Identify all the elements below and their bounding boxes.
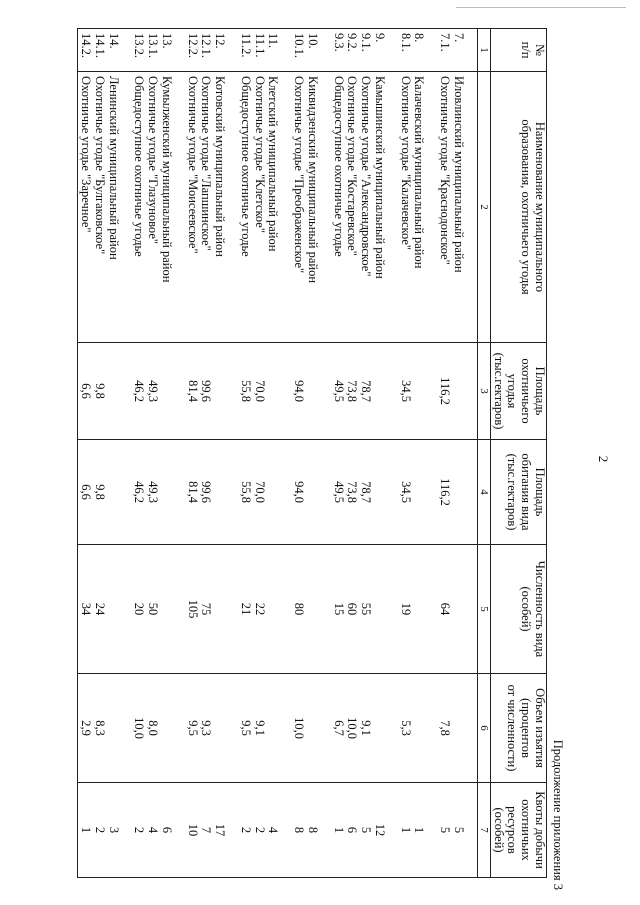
- cell-name: Калачевский муниципальный район: [412, 72, 426, 343]
- group-spacer: [120, 29, 132, 878]
- cell-num: 13.1.: [145, 29, 159, 72]
- hunting-ground-row: [185, 29, 199, 878]
- cell-area: [412, 343, 426, 440]
- cell-num: 14.1.: [92, 29, 106, 72]
- cell-quota: 8: [305, 783, 319, 878]
- district-row: [305, 29, 319, 878]
- hunting-ground-row: [199, 29, 213, 878]
- cell-area: 94,0: [291, 343, 305, 440]
- cell-count: [266, 545, 280, 674]
- cell-area: 46,2: [132, 343, 146, 440]
- table-header-row: [491, 29, 547, 878]
- cell-habitat: 55,8: [238, 440, 252, 545]
- cell-num: 11.1.: [252, 29, 266, 72]
- cell-count: 75: [199, 545, 213, 674]
- cell-count: [305, 545, 319, 674]
- cell-habitat: 116,2: [437, 440, 451, 545]
- cell-area: [305, 343, 319, 440]
- district-row: [372, 29, 386, 878]
- group-spacer: [425, 29, 437, 878]
- cell-quota: 17: [212, 783, 226, 878]
- cell-quota: 2: [132, 783, 146, 878]
- cell-count: 34: [78, 545, 92, 674]
- group-spacer: [279, 29, 291, 878]
- cell-quota: 1: [412, 783, 426, 878]
- cell-count: [451, 545, 465, 674]
- cell-area: [266, 343, 280, 440]
- cell-name: Киквидзенский муниципальный район: [305, 72, 319, 343]
- cell-quota: 4: [145, 783, 159, 878]
- column-number-row: [477, 29, 490, 878]
- cell-area: [451, 343, 465, 440]
- cell-quota: 2: [92, 783, 106, 878]
- cell-habitat: 70,0: [252, 440, 266, 545]
- cell-num: 12.2.: [185, 29, 199, 72]
- cell-area: 55,8: [238, 343, 252, 440]
- hunting-ground-row: [291, 29, 305, 878]
- cell-volume: 9,5: [185, 674, 199, 783]
- cell-name: Клетский муниципальный район: [266, 72, 280, 343]
- cell-name: Охотничье угодье "Глазуновое": [145, 72, 159, 343]
- cell-name: Охотничье угодье "Преображенское": [291, 72, 305, 343]
- cell-count: 64: [437, 545, 451, 674]
- cell-quota: 1: [398, 783, 412, 878]
- cell-num: 13.2.: [132, 29, 146, 72]
- hunting-ground-row: [437, 29, 451, 878]
- cell-habitat: 78,7: [358, 440, 372, 545]
- cell-count: 21: [238, 545, 252, 674]
- cell-count: 50: [145, 545, 159, 674]
- cell-name: Общедоступное охотничье угодье: [132, 72, 146, 343]
- cell-name: Общедоступное охотничье угодье: [331, 72, 345, 343]
- cell-habitat: [451, 440, 465, 545]
- hunting-ground-row: [145, 29, 159, 878]
- cell-count: 55: [358, 545, 372, 674]
- column-number-2: 2: [477, 72, 490, 343]
- cell-quota: 5: [437, 783, 451, 878]
- cell-name: Охотничье угодье "Заречное": [78, 72, 92, 343]
- cell-quota: 1: [331, 783, 345, 878]
- cell-quota: 5: [358, 783, 372, 878]
- cell-name: Кумылженский муниципальный район: [159, 72, 173, 343]
- cell-habitat: [372, 440, 386, 545]
- group-spacer: [319, 29, 331, 878]
- cell-quota: 1: [78, 783, 92, 878]
- group-spacer: [226, 29, 238, 878]
- hunting-ground-row: [345, 29, 359, 878]
- district-row: [412, 29, 426, 878]
- cell-habitat: [305, 440, 319, 545]
- cell-num: 8.1.: [398, 29, 412, 72]
- cell-volume: 2,9: [78, 674, 92, 783]
- cell-count: 20: [132, 545, 146, 674]
- cell-area: 73,8: [345, 343, 359, 440]
- cell-area: [159, 343, 173, 440]
- cell-area: 116,2: [437, 343, 451, 440]
- cell-habitat: 81,4: [185, 440, 199, 545]
- cell-habitat: 6,6: [78, 440, 92, 545]
- cell-num: 7.: [451, 29, 465, 72]
- cell-num: 10.1.: [291, 29, 305, 72]
- hunting-ground-row: [398, 29, 412, 878]
- cell-name: Охотничье угодье "Александровское": [358, 72, 372, 343]
- cell-name: Охотничье угодье "Костаревское": [345, 72, 359, 343]
- cell-num: 9.1.: [358, 29, 372, 72]
- cell-volume: [412, 674, 426, 783]
- column-header-2: Наименование муниципального образования, охотничьего угодья: [491, 72, 547, 343]
- cell-volume: 9,3: [199, 674, 213, 783]
- cell-volume: [372, 674, 386, 783]
- cell-quota: 8: [291, 783, 305, 878]
- cell-volume: 9,5: [238, 674, 252, 783]
- cell-area: 6,6: [78, 343, 92, 440]
- column-number-4: 4: [477, 440, 490, 545]
- cell-num: 14.2.: [78, 29, 92, 72]
- cell-habitat: [159, 440, 173, 545]
- cell-quota: 12: [372, 783, 386, 878]
- rotated-content: [79, 18, 611, 900]
- cell-count: 80: [291, 545, 305, 674]
- cell-quota: 2: [252, 783, 266, 878]
- cell-area: 81,4: [185, 343, 199, 440]
- cell-name: Иловлинский муниципальный район: [451, 72, 465, 343]
- cell-volume: 10,0: [291, 674, 305, 783]
- cell-area: [106, 343, 120, 440]
- cell-habitat: 49,5: [331, 440, 345, 545]
- cell-area: 49,5: [331, 343, 345, 440]
- cell-num: 12.1.: [199, 29, 213, 72]
- hunting-ground-row: [238, 29, 252, 878]
- cell-count: [106, 545, 120, 674]
- group-spacer: [173, 29, 185, 878]
- cell-name: Охотничье угодье "Булгаковское": [92, 72, 106, 343]
- table-body: [78, 29, 478, 878]
- cell-habitat: 94,0: [291, 440, 305, 545]
- hunting-ground-row: [358, 29, 372, 878]
- hunting-ground-row: [331, 29, 345, 878]
- cell-num: 7.1.: [437, 29, 451, 72]
- cell-area: 99,6: [199, 343, 213, 440]
- cell-count: 22: [252, 545, 266, 674]
- group-spacer: [465, 29, 478, 878]
- cell-volume: 5,3: [398, 674, 412, 783]
- cell-count: 105: [185, 545, 199, 674]
- cell-volume: [106, 674, 120, 783]
- cell-habitat: [212, 440, 226, 545]
- cell-quota: 4: [266, 783, 280, 878]
- cell-habitat: 34,5: [398, 440, 412, 545]
- cell-volume: [159, 674, 173, 783]
- cell-name: Общедоступное охотничье угодье: [238, 72, 252, 343]
- cell-num: 13.: [159, 29, 173, 72]
- cell-volume: [212, 674, 226, 783]
- cell-name: Охотничье угодье "Лапшинское": [199, 72, 213, 343]
- cell-num: 12.: [212, 29, 226, 72]
- column-header-7: Квоты добычи охотничьих ресурсов (особей): [491, 783, 547, 878]
- cell-volume: 9,1: [252, 674, 266, 783]
- cell-count: [212, 545, 226, 674]
- cell-habitat: 99,6: [199, 440, 213, 545]
- cell-num: 11.2.: [238, 29, 252, 72]
- column-header-5: Численность вида (особей): [491, 545, 547, 674]
- cell-volume: [451, 674, 465, 783]
- cell-name: Охотничье угодье "Калачевское": [398, 72, 412, 343]
- cell-quota: 6: [345, 783, 359, 878]
- cell-quota: 7: [199, 783, 213, 878]
- cell-count: [372, 545, 386, 674]
- cell-name: Котовский муниципальный район: [212, 72, 226, 343]
- column-header-1: № п/п: [491, 29, 547, 72]
- cell-count: 60: [345, 545, 359, 674]
- group-spacer: [386, 29, 398, 878]
- cell-name: Ленинский муниципальный район: [106, 72, 120, 343]
- district-row: [451, 29, 465, 878]
- continuation-note: Продолжение приложения 3: [551, 739, 565, 890]
- cell-volume: 6,7: [331, 674, 345, 783]
- page-number: 2: [596, 455, 611, 463]
- cell-quota: 6: [159, 783, 173, 878]
- quota-table: [77, 28, 547, 878]
- column-number-7: 7: [477, 783, 490, 878]
- hunting-ground-row: [78, 29, 92, 878]
- district-row: [106, 29, 120, 878]
- hunting-ground-row: [132, 29, 146, 878]
- cell-area: 49,3: [145, 343, 159, 440]
- column-header-4: Площадь обитания вида (тыс.гектаров): [491, 440, 547, 545]
- cell-volume: [266, 674, 280, 783]
- cell-habitat: 49,3: [145, 440, 159, 545]
- cell-area: 70,0: [252, 343, 266, 440]
- cell-quota: 5: [451, 783, 465, 878]
- cell-name: Камышинский муниципальный район: [372, 72, 386, 343]
- cell-volume: 10,0: [132, 674, 146, 783]
- cell-volume: 7,8: [437, 674, 451, 783]
- cell-area: 78,7: [358, 343, 372, 440]
- column-number-1: 1: [477, 29, 490, 72]
- scan-edge-line: [456, 7, 626, 8]
- cell-volume: 8,0: [145, 674, 159, 783]
- cell-num: 14.: [106, 29, 120, 72]
- district-row: [266, 29, 280, 878]
- district-row: [159, 29, 173, 878]
- cell-count: 24: [92, 545, 106, 674]
- column-header-6: Объем изъятия (процентов от численности): [491, 674, 547, 783]
- column-number-5: 5: [477, 545, 490, 674]
- cell-name: Охотничье угодье "Краснодонское": [437, 72, 451, 343]
- cell-name: Охотничье угодье "Клетское": [252, 72, 266, 343]
- cell-volume: 8,3: [92, 674, 106, 783]
- cell-area: 9,8: [92, 343, 106, 440]
- cell-quota: 2: [238, 783, 252, 878]
- cell-num: 9.3.: [331, 29, 345, 72]
- cell-volume: [305, 674, 319, 783]
- cell-habitat: 46,2: [132, 440, 146, 545]
- hunting-ground-row: [252, 29, 266, 878]
- cell-name: Охотничье угодье "Моисеевское": [185, 72, 199, 343]
- cell-num: 9.: [372, 29, 386, 72]
- cell-count: 19: [398, 545, 412, 674]
- column-header-3: Площадь охотничьего угодья (тыс.гектаров): [491, 343, 547, 440]
- cell-area: 34,5: [398, 343, 412, 440]
- cell-num: 9.2.: [345, 29, 359, 72]
- column-number-6: 6: [477, 674, 490, 783]
- cell-area: [212, 343, 226, 440]
- cell-habitat: [266, 440, 280, 545]
- hunting-ground-row: [92, 29, 106, 878]
- cell-volume: 10,0: [345, 674, 359, 783]
- column-number-3: 3: [477, 343, 490, 440]
- district-row: [212, 29, 226, 878]
- cell-habitat: [412, 440, 426, 545]
- cell-num: 8.: [412, 29, 426, 72]
- cell-habitat: 9,8: [92, 440, 106, 545]
- cell-num: 11.: [266, 29, 280, 72]
- cell-habitat: 73,8: [345, 440, 359, 545]
- cell-volume: 9,1: [358, 674, 372, 783]
- cell-habitat: [106, 440, 120, 545]
- cell-count: [159, 545, 173, 674]
- cell-num: 10.: [305, 29, 319, 72]
- cell-quota: 3: [106, 783, 120, 878]
- cell-count: 15: [331, 545, 345, 674]
- cell-area: [372, 343, 386, 440]
- cell-quota: 10: [185, 783, 199, 878]
- cell-count: [412, 545, 426, 674]
